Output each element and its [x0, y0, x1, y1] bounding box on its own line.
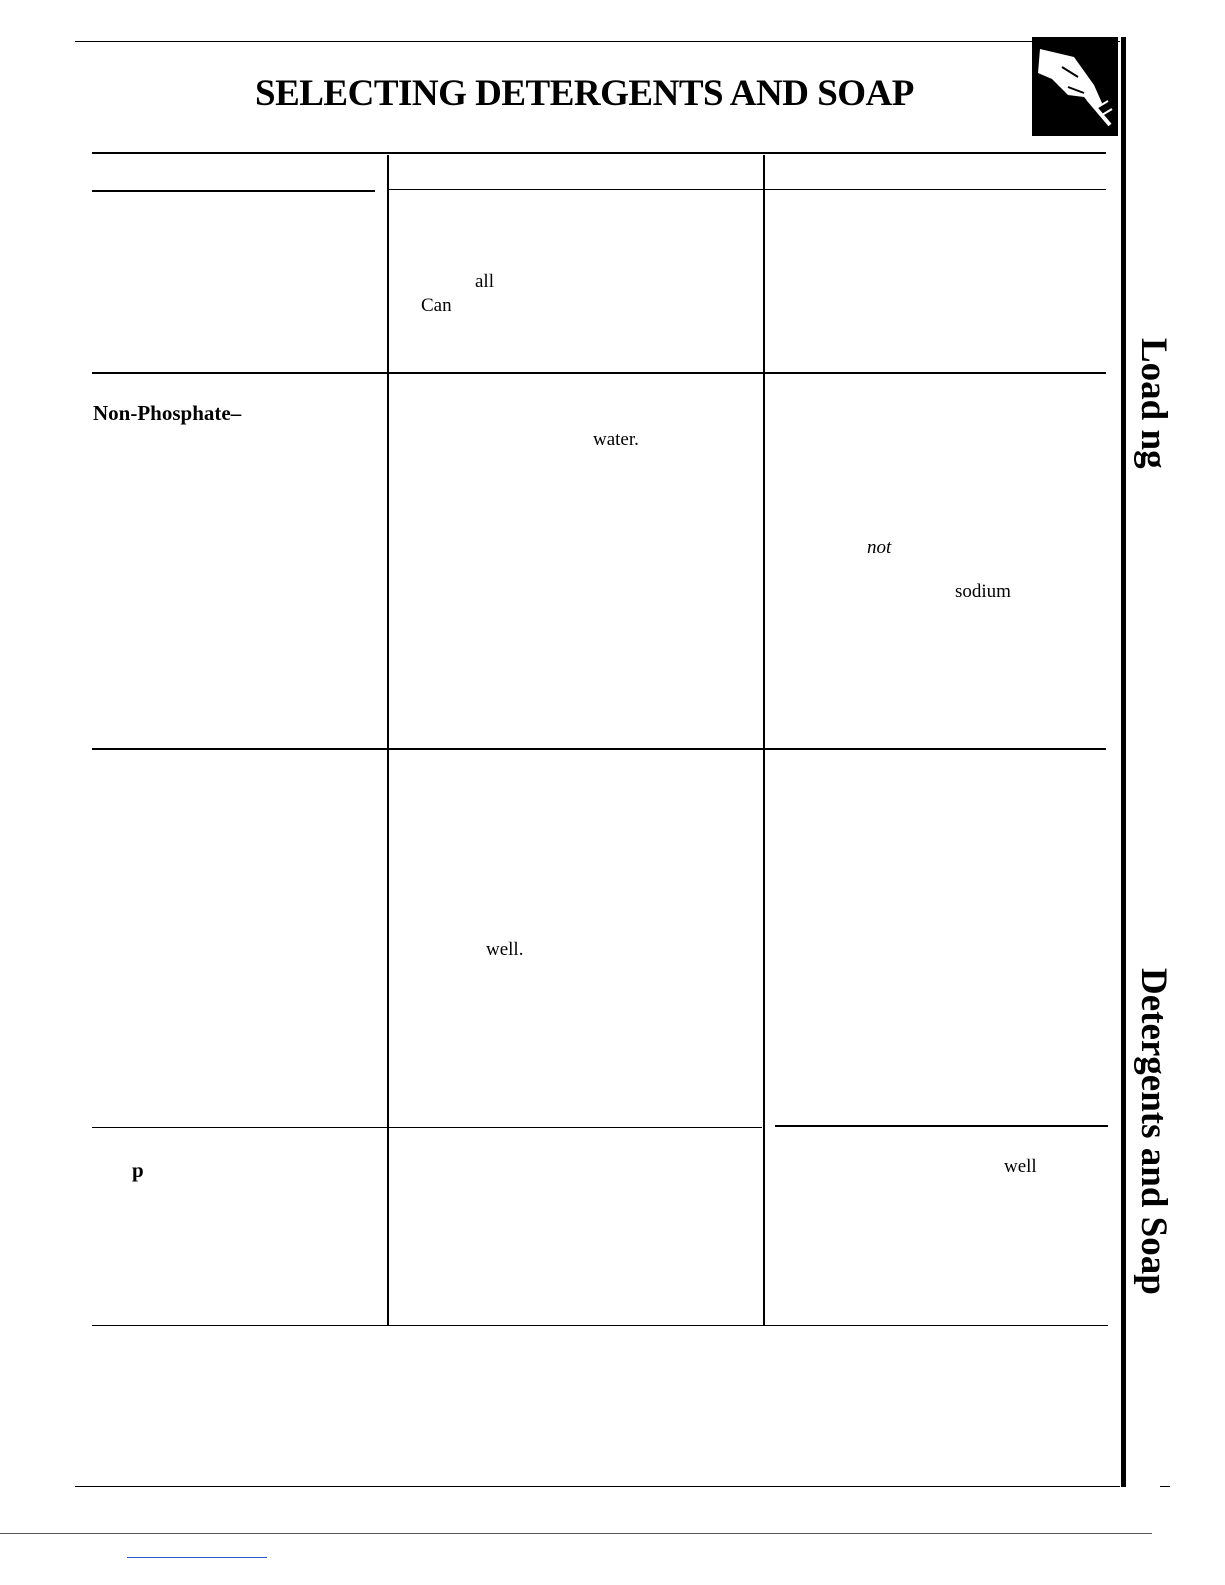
top-rule [75, 41, 1120, 42]
row4-right-text-1: well [1004, 1156, 1037, 1177]
row-divider-3-right [775, 1125, 1108, 1127]
page-title: SELECTING DETERGENTS AND SOAP [255, 73, 914, 114]
header-underline-left [92, 190, 375, 192]
row-divider-2 [92, 748, 1106, 750]
hand-loading-icon [1032, 37, 1118, 136]
side-label-loading: Load ng [1133, 338, 1174, 469]
column-divider-1 [387, 155, 389, 1325]
row2-right-text-2: sodium [955, 581, 1011, 602]
column-divider-2 [763, 155, 765, 1325]
header-underline-right [387, 189, 1106, 190]
footer-rule [0, 1533, 1152, 1534]
bottom-rule-tick [1160, 1486, 1170, 1487]
row3-middle-text-1: well. [486, 939, 524, 960]
row2-heading: Non-Phosphate– [93, 401, 242, 425]
row2-middle-text-1: water. [593, 429, 639, 450]
table-top-rule [92, 152, 1106, 154]
row-divider-1 [92, 372, 1106, 374]
row2-right-text-1: not [867, 537, 892, 558]
row-divider-3-left [92, 1127, 762, 1128]
row1-middle-text-2: Can [421, 295, 452, 316]
footer-link-underline[interactable] [127, 1557, 267, 1558]
bottom-rule [75, 1486, 1120, 1487]
row4-heading: p [132, 1158, 144, 1182]
row1-middle-text-1: all [475, 271, 494, 292]
table-bottom-rule [92, 1325, 1108, 1326]
side-label-detergents: Detergents and Soap [1133, 968, 1174, 1295]
side-rule [1121, 37, 1126, 1487]
